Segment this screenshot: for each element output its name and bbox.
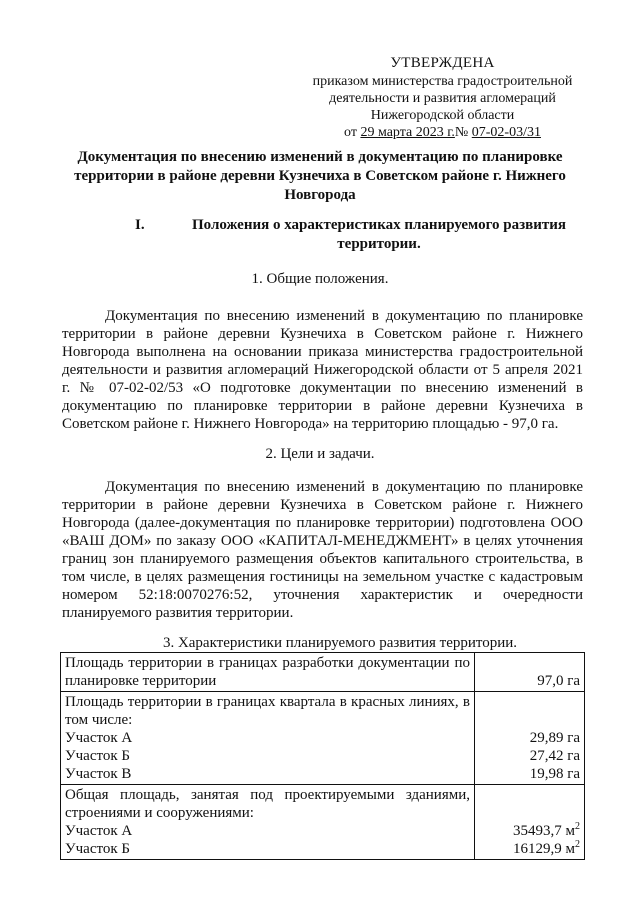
subsection-1-paragraph: Документация по внесению изменений в документацию по планировке территории в районе деревни Кузнечиха в Советском районе г. Нижнего Новгорода выполнена на основании приказа министерства градостроительной деятельности и развития агломераций Нижегородской области от 5 апреля 2021 г. № 07-02-02/53 «О подготовке документации по внесению изменений в документацию по планировке территории в районе деревни Кузнечиха в Советском районе г. Нижнего Новгорода» на территорию площадью - 97,0 га. bbox=[62, 308, 583, 432]
table-cell-value bbox=[475, 785, 585, 860]
plot-name: Участок Б bbox=[65, 841, 130, 857]
area-value bbox=[479, 840, 580, 858]
section-number: I. bbox=[135, 217, 145, 233]
plot-value: 19,98 га bbox=[529, 766, 580, 782]
table-row bbox=[61, 653, 585, 692]
area-unit: м bbox=[565, 841, 575, 857]
approval-line-1: приказом министерства градостроительной bbox=[312, 74, 573, 89]
row-label: Площадь территории в границах квартала в красных линиях, в том числе: bbox=[65, 694, 470, 728]
subsection-2-paragraph: Документация по внесению изменений в документацию по планировке территории в районе деревни Кузнечиха в Советском районе г. Нижнего Новгорода (далее-документация по планировке территории) подготовлена ООО «ВАШ ДОМ» по заказу ООО «КАПИТАЛ-МЕНЕДЖМЕНТ» в целях уточнения границ зон планируемого размещения объектов капитального строительства, в том числе, в целях размещения гостиницы на земельном участке с кадастровым номером 52:18:0070276:52, уточнения характеристик и очередности планируемого развития территории. bbox=[62, 479, 583, 621]
subsection-1-heading: 1. Общие положения. bbox=[251, 271, 389, 287]
area-number: 16129,9 bbox=[513, 841, 562, 857]
approval-number-prefix: № bbox=[454, 125, 472, 140]
approval-line-2: деятельности и развития агломераций bbox=[329, 91, 556, 106]
approval-number: 07-02-03/31 bbox=[471, 125, 541, 140]
table-cell-label bbox=[61, 785, 475, 860]
characteristics-table bbox=[60, 652, 585, 860]
area-value bbox=[479, 822, 580, 840]
approval-heading: УТВЕРЖДЕНА bbox=[390, 55, 495, 71]
plot-name: Участок А bbox=[65, 730, 133, 746]
plot-value: 27,42 га bbox=[529, 748, 580, 764]
table-cell-value: 97,0 га bbox=[475, 653, 585, 692]
approval-date: 29 марта 2023 г. bbox=[360, 125, 455, 140]
area-number: 35493,7 bbox=[513, 823, 562, 839]
area-unit-power: 2 bbox=[575, 821, 580, 832]
plot-value: 29,89 га bbox=[529, 730, 580, 746]
plot-name: Участок Б bbox=[65, 748, 130, 764]
plot-name: Участок В bbox=[65, 766, 132, 782]
area-unit-power: 2 bbox=[575, 839, 580, 850]
table-caption: 3. Характеристики планируемого развития территории. bbox=[162, 635, 518, 651]
table-row bbox=[61, 785, 585, 860]
table-cell-label: Площадь территории в границах разработки документации по планировке территории bbox=[61, 653, 475, 692]
document-title: Документация по внесению изменений в документацию по планировке территории в районе деревни Кузнечиха в Советском районе г. Нижнего Новгорода bbox=[74, 149, 566, 203]
row-label: Общая площадь, занятая под проектируемыми зданиями, строениями и сооружениями: bbox=[65, 787, 470, 821]
approval-date-prefix: от bbox=[344, 125, 361, 140]
approval-line-3: Нижегородской области bbox=[370, 108, 515, 123]
plot-name: Участок А bbox=[65, 823, 133, 839]
approval-date-line bbox=[300, 124, 585, 141]
subsection-2-heading: 2. Цели и задачи. bbox=[265, 446, 375, 462]
approval-block bbox=[300, 55, 585, 141]
table-cell-label bbox=[61, 692, 475, 785]
area-unit: м bbox=[565, 823, 575, 839]
section-heading bbox=[135, 216, 585, 254]
table-cell-value bbox=[475, 692, 585, 785]
section-title: Положения о характеристиках планируемого развития территории. bbox=[191, 217, 566, 252]
table-row bbox=[61, 692, 585, 785]
